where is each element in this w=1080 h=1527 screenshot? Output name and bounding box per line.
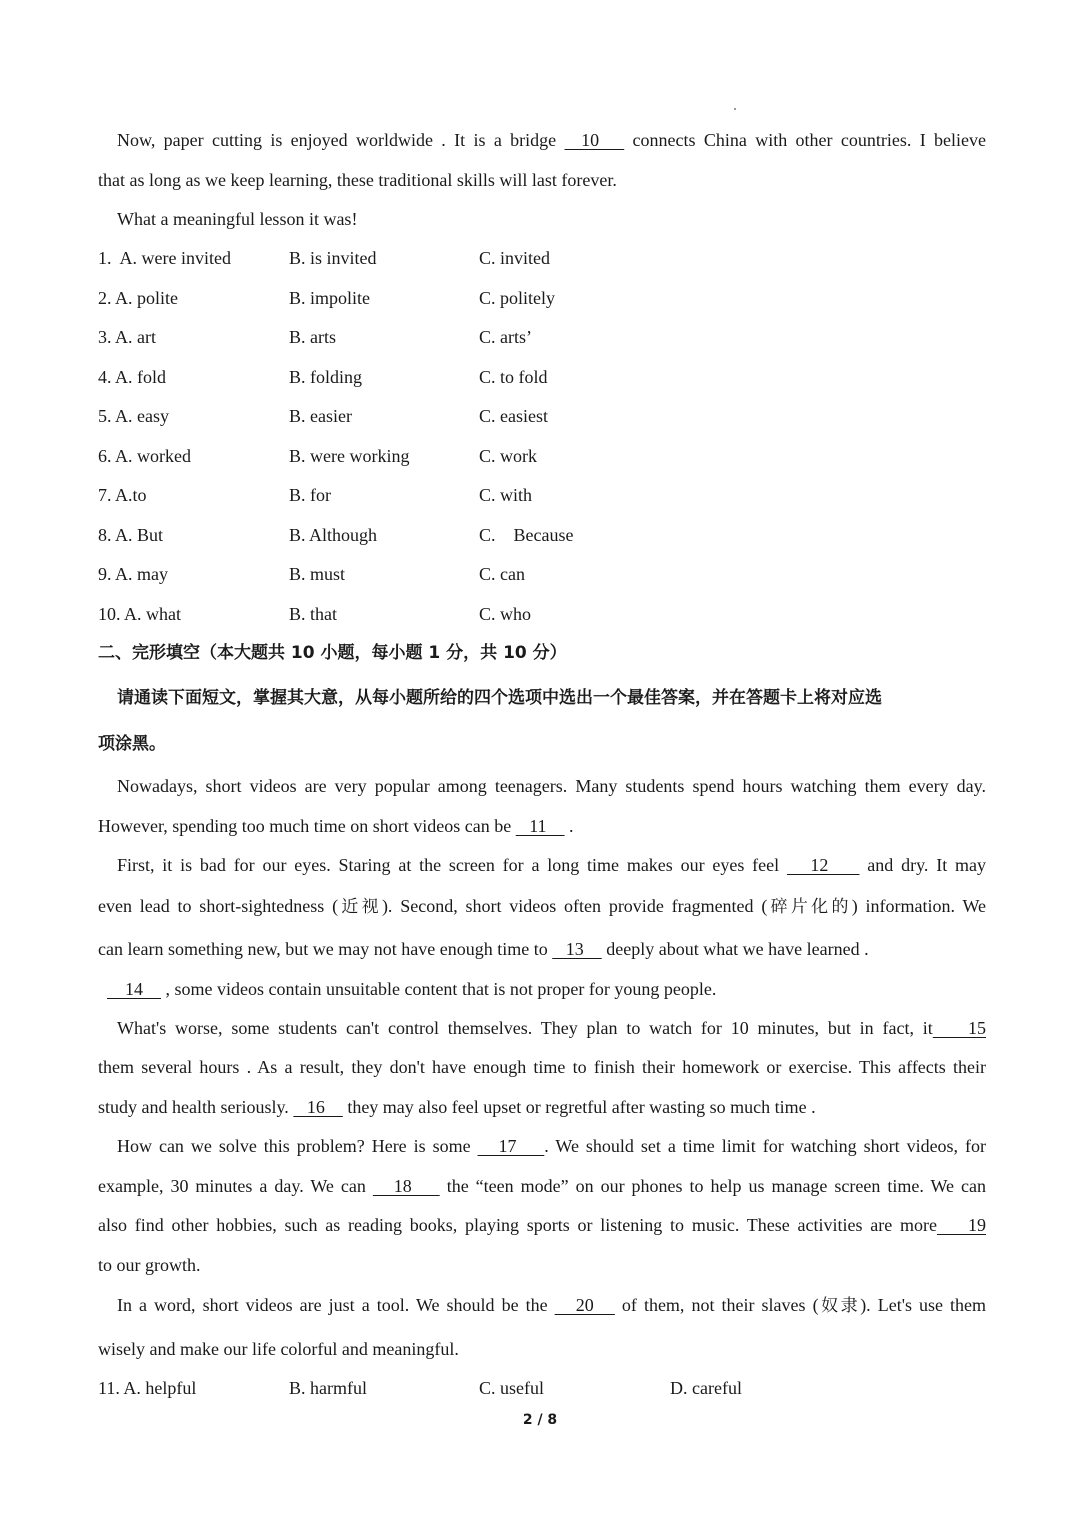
option-c: C. Because bbox=[479, 525, 574, 545]
passage2-line9 bbox=[98, 1096, 986, 1118]
passage2-line4 bbox=[98, 895, 986, 918]
option-b: B. Although bbox=[289, 525, 378, 545]
option-c: C. who bbox=[479, 604, 532, 624]
text-segment: What's worse, some students can't control themselves. They plan to watch for 10 minutes, but in fact, it bbox=[117, 1018, 933, 1038]
option-a: 10. A. what bbox=[98, 604, 181, 624]
text-segment: also find other hobbies, such as reading books, playing sports or listening to music. These activities are more bbox=[98, 1215, 937, 1235]
blank-15: 15 bbox=[932, 1018, 987, 1038]
scan-speck bbox=[734, 108, 736, 110]
passage2-line1: Nowadays, short videos are very popular among teenagers. Many students spend hours watching them every day. bbox=[117, 776, 986, 796]
blank-19: 19 bbox=[936, 1215, 986, 1235]
text-segment: example, 30 minutes a day. We can bbox=[98, 1176, 373, 1196]
passage2-line5 bbox=[98, 938, 986, 960]
passage2-line6 bbox=[107, 978, 995, 1000]
option-a: 5. A. easy bbox=[98, 406, 169, 426]
text-segment: However, spending too much time on short videos can be bbox=[98, 816, 516, 836]
option-c: C. politely bbox=[479, 288, 555, 308]
passage2-line10 bbox=[117, 1135, 986, 1157]
text-segment: ) information. We bbox=[851, 896, 987, 916]
text-segment: and dry. It may bbox=[859, 855, 986, 875]
option-c: C. can bbox=[479, 564, 525, 584]
passage2-line3 bbox=[117, 854, 986, 876]
text-segment: they may also feel upset or regretful after wasting so much time . bbox=[342, 1097, 816, 1117]
text-segment: can learn something new, but we may not have enough time to bbox=[98, 939, 553, 959]
option-a: 4. A. fold bbox=[98, 367, 167, 387]
blank-17: 17 bbox=[477, 1136, 545, 1156]
text-segment: the “teen mode” on our phones to help us manage screen time. We can bbox=[439, 1176, 987, 1196]
passage2-line12 bbox=[98, 1214, 986, 1236]
option-b: B. is invited bbox=[289, 248, 377, 268]
option-a: 7. A.to bbox=[98, 485, 147, 505]
passage2-line11 bbox=[98, 1175, 986, 1197]
blank-11: 11 bbox=[515, 816, 565, 836]
passage2-line7 bbox=[117, 1017, 986, 1039]
text-segment: study and health seriously. bbox=[98, 1097, 294, 1117]
passage1-line2: that as long as we keep learning, these traditional skills will last forever. bbox=[98, 170, 617, 190]
text-segment: , some videos contain unsuitable content that is not proper for young people. bbox=[161, 979, 717, 999]
text-segment: In a word, short videos are just a tool. We should be the bbox=[117, 1295, 555, 1315]
passage1-line1 bbox=[117, 129, 986, 151]
option-c: C. arts’ bbox=[479, 327, 532, 347]
blank-10: 10 bbox=[564, 130, 625, 150]
text-segment: of them, not their slaves ( bbox=[614, 1295, 819, 1315]
text-segment: ). Second, short videos often provide fragmented ( bbox=[381, 896, 768, 916]
option-c: C. with bbox=[479, 485, 533, 505]
passage2-line13: to our growth. bbox=[98, 1255, 201, 1275]
text-segment: How can we solve this problem? Here is some bbox=[117, 1136, 478, 1156]
section-instruction-line1: 请通读下面短文，掌握其大意，从每小题所给的四个选项中选出一个最佳答案，并在答题卡上将对应选 bbox=[117, 688, 882, 708]
option-c: C. invited bbox=[479, 248, 550, 268]
gloss-short-sightedness: 近视 bbox=[338, 897, 382, 917]
option-b: B. were working bbox=[289, 446, 410, 466]
option-b: B. must bbox=[289, 564, 346, 584]
option-c: C. useful bbox=[479, 1378, 544, 1398]
option-a: 1. A. were invited bbox=[98, 248, 231, 268]
text-segment: ). Let's use them bbox=[860, 1295, 987, 1315]
blank-20: 20 bbox=[554, 1295, 615, 1315]
option-c: C. easiest bbox=[479, 406, 548, 426]
option-c: C. work bbox=[479, 446, 537, 466]
blank-14: 14 bbox=[107, 979, 161, 999]
option-d: D. careful bbox=[670, 1378, 742, 1398]
section-instruction-line2: 项涂黑。 bbox=[98, 734, 166, 754]
passage2-line14 bbox=[117, 1294, 986, 1317]
passage2-line8: them several hours . As a result, they don't have enough time to finish their homework or exercise. This affects their bbox=[98, 1057, 986, 1077]
passage2-line2 bbox=[98, 815, 986, 837]
gloss-fragmented: 碎片化的 bbox=[767, 897, 852, 917]
blank-18: 18 bbox=[372, 1176, 440, 1196]
text-segment: Now, paper cutting is enjoyed worldwide . It is a bridge bbox=[117, 130, 565, 150]
page-number: 2 / 8 bbox=[522, 1412, 558, 1428]
blank-12: 12 bbox=[786, 855, 860, 875]
option-a: 8. A. But bbox=[98, 525, 164, 545]
section-heading: 二、完形填空（本大题共 10 小题，每小题 1 分，共 10 分） bbox=[98, 643, 567, 663]
option-b: B. easier bbox=[289, 406, 352, 426]
blank-13: 13 bbox=[552, 939, 602, 959]
passage2-line15: wisely and make our life colorful and meaningful. bbox=[98, 1339, 459, 1359]
text-segment: . bbox=[564, 816, 574, 836]
text-segment: deeply about what we have learned . bbox=[601, 939, 869, 959]
option-a: 2. A. polite bbox=[98, 288, 178, 308]
option-b: B. for bbox=[289, 485, 331, 505]
blank-16: 16 bbox=[293, 1097, 343, 1117]
option-b: B. arts bbox=[289, 327, 336, 347]
option-a: 6. A. worked bbox=[98, 446, 191, 466]
text-segment: connects China with other countries. I believe bbox=[624, 130, 987, 150]
text-segment: . We should set a time limit for watching short videos, for bbox=[544, 1136, 987, 1156]
text-segment: even lead to short-sightedness ( bbox=[98, 896, 339, 916]
option-b: B. folding bbox=[289, 367, 363, 387]
text-segment: First, it is bad for our eyes. Staring at the screen for a long time makes our eyes feel bbox=[117, 855, 787, 875]
option-a: 11. A. helpful bbox=[98, 1378, 197, 1398]
option-b: B. harmful bbox=[289, 1378, 367, 1398]
option-b: B. impolite bbox=[289, 288, 370, 308]
passage1-closing: What a meaningful lesson it was! bbox=[117, 209, 358, 229]
option-b: B. that bbox=[289, 604, 337, 624]
option-a: 9. A. may bbox=[98, 564, 168, 584]
gloss-slaves: 奴隶 bbox=[818, 1296, 861, 1316]
option-a: 3. A. art bbox=[98, 327, 156, 347]
option-c: C. to fold bbox=[479, 367, 548, 387]
